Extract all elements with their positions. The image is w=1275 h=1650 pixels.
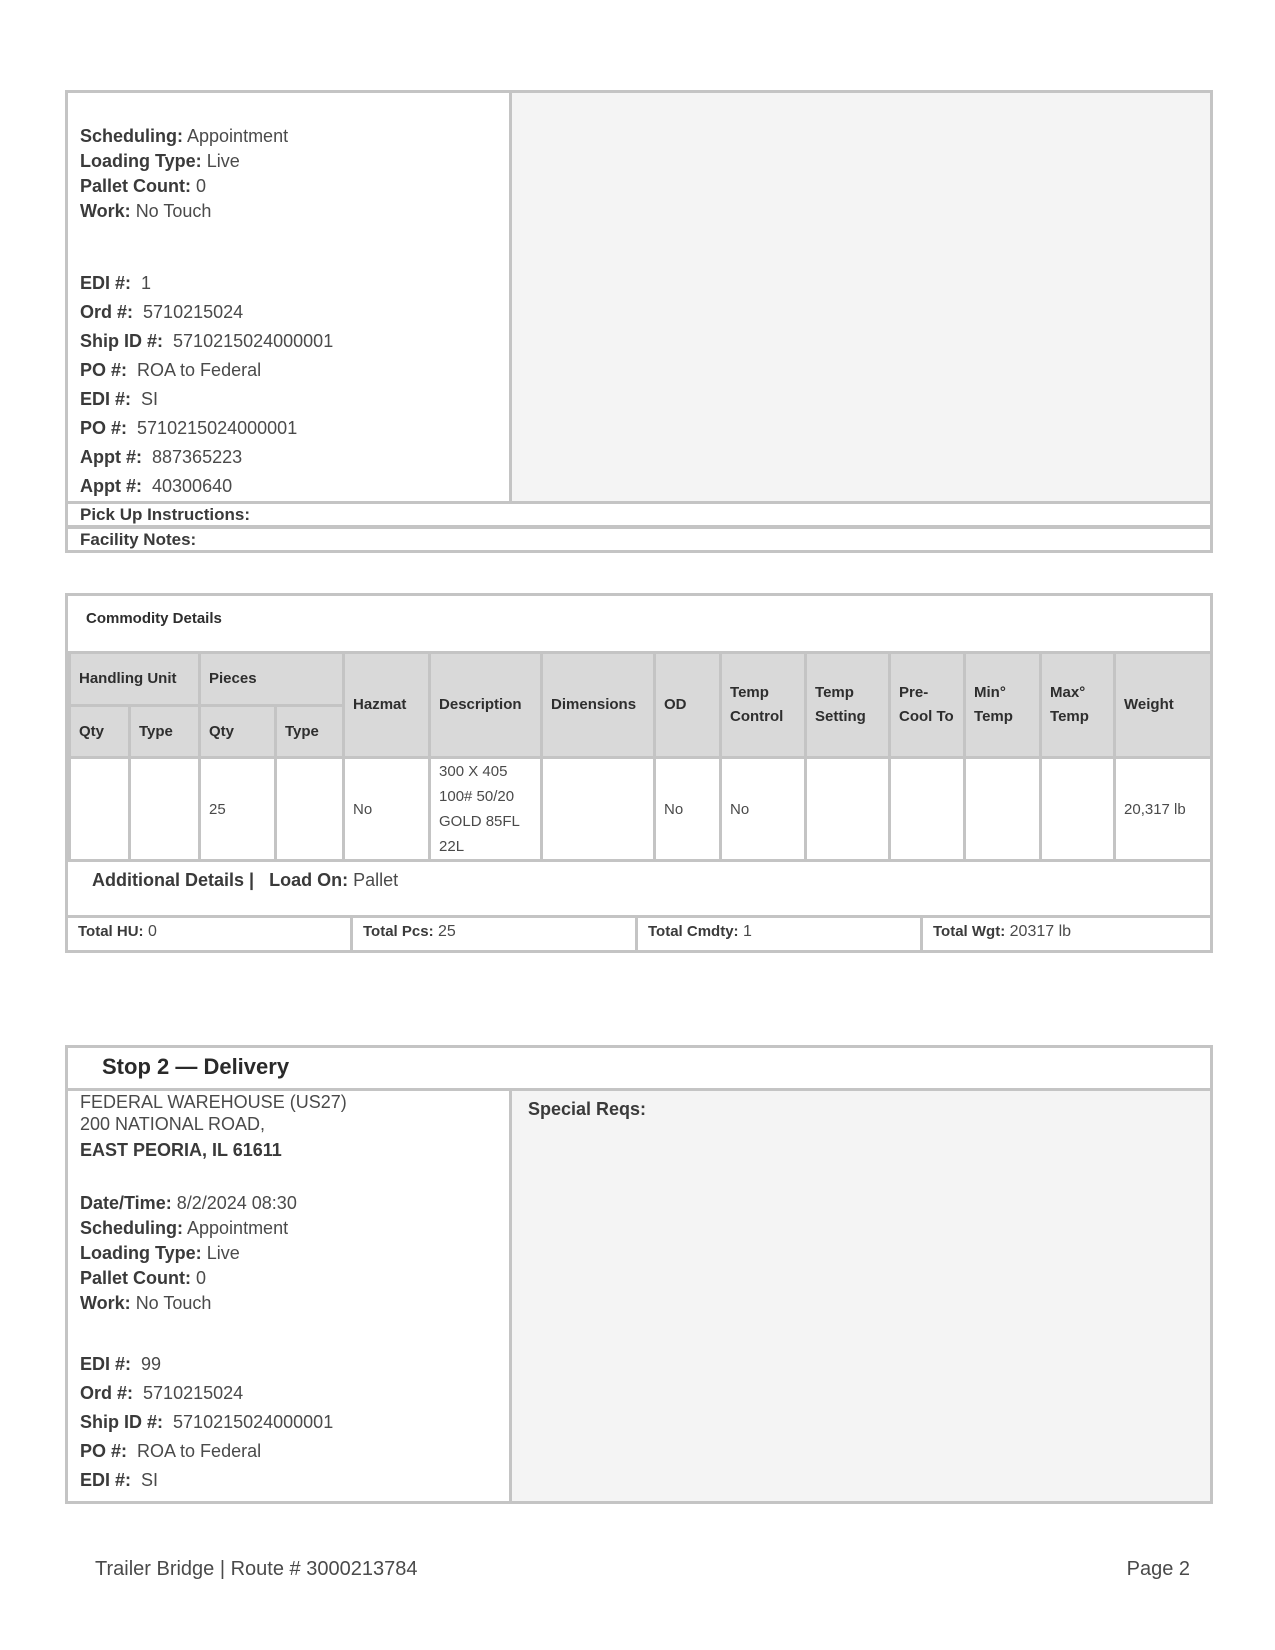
ref-row xyxy=(80,472,333,501)
stop1-left-panel xyxy=(68,93,512,501)
total-wgt-value: 20317 lb xyxy=(1009,923,1072,940)
ref-value: 40300640 xyxy=(152,476,233,496)
precool-cell xyxy=(890,758,965,861)
ref-value: 5710215024 xyxy=(143,302,244,322)
total-pcs-label: Total Pcs: xyxy=(363,923,434,940)
hu-qty-header: Qty xyxy=(70,706,130,758)
total-hu xyxy=(68,918,353,950)
temp-control-header: Temp Control xyxy=(721,653,806,758)
total-hu-label: Total HU: xyxy=(78,923,144,940)
pallet-count-label: Pallet Count: xyxy=(80,1268,191,1288)
stop1-reference-list xyxy=(80,269,333,501)
max-temp-cell xyxy=(1041,758,1115,861)
work-label: Work: xyxy=(80,201,131,221)
od-cell: No xyxy=(655,758,721,861)
pallet-count-value: 0 xyxy=(196,176,207,196)
work-value: No Touch xyxy=(135,201,212,221)
ref-row xyxy=(80,269,333,298)
ref-label: PO #: xyxy=(80,360,128,380)
ref-row xyxy=(80,298,333,327)
pallet-count-value: 0 xyxy=(196,1268,207,1288)
commodity-details-box xyxy=(65,593,1213,953)
ref-label: Ord #: xyxy=(80,302,134,322)
ref-label: Appt #: xyxy=(80,447,142,467)
ref-value: SI xyxy=(141,389,159,409)
stop1-details-box xyxy=(65,90,1213,504)
ref-row xyxy=(80,356,333,385)
scheduling-value: Appointment xyxy=(187,1218,289,1238)
pieces-header: Pieces xyxy=(200,653,344,706)
total-pcs-value: 25 xyxy=(438,923,456,940)
ref-label: EDI #: xyxy=(80,389,132,409)
ref-row xyxy=(80,1379,333,1408)
datetime-label: Date/Time: xyxy=(80,1193,172,1213)
ref-value: ROA to Federal xyxy=(137,1441,262,1461)
pcs-qty-header: Qty xyxy=(200,706,276,758)
temp-setting-cell xyxy=(806,758,890,861)
ref-value: 5710215024000001 xyxy=(173,1412,334,1432)
loading-type-label: Loading Type: xyxy=(80,151,202,171)
total-hu-value: 0 xyxy=(148,923,157,940)
temp-control-cell: No xyxy=(721,758,806,861)
special-reqs-label: Special Reqs: xyxy=(528,1099,647,1119)
pcs-type-cell xyxy=(276,758,344,861)
total-cmdty-value: 1 xyxy=(743,923,752,940)
handling-unit-header: Handling Unit xyxy=(70,653,200,706)
weight-header: Weight xyxy=(1115,653,1212,758)
ref-label: EDI #: xyxy=(80,1470,132,1490)
ref-label: Ord #: xyxy=(80,1383,134,1403)
commodity-table xyxy=(68,651,1213,862)
ref-row xyxy=(80,385,333,414)
ref-label: PO #: xyxy=(80,1441,128,1461)
additional-details-label: Additional Details | xyxy=(92,870,255,890)
ref-label: EDI #: xyxy=(80,1354,132,1374)
max-temp-header: Max° Temp xyxy=(1041,653,1115,758)
stop2-left-panel xyxy=(68,1091,512,1501)
facility-notes-row xyxy=(65,526,1213,553)
total-pcs xyxy=(353,918,638,950)
pickup-instructions-label: Pick Up Instructions: xyxy=(80,505,251,524)
load-on-value: Pallet xyxy=(353,870,399,890)
work-value: No Touch xyxy=(135,1293,212,1313)
weight-cell: 20,317 lb xyxy=(1115,758,1212,861)
commodity-title: Commodity Details xyxy=(86,610,222,627)
stop2-header: Stop 2 — Delivery xyxy=(68,1048,1210,1091)
facility-notes-label: Facility Notes: xyxy=(80,530,197,549)
ref-row xyxy=(80,1466,333,1495)
min-temp-header: Min° Temp xyxy=(965,653,1041,758)
total-wgt-label: Total Wgt: xyxy=(933,923,1006,940)
facility-city: EAST PEORIA, IL 61611 xyxy=(80,1140,282,1160)
additional-details xyxy=(92,868,398,892)
ref-row xyxy=(80,1408,333,1437)
od-header: OD xyxy=(655,653,721,758)
ref-value: ROA to Federal xyxy=(137,360,262,380)
hazmat-header: Hazmat xyxy=(344,653,430,758)
min-temp-cell xyxy=(965,758,1041,861)
facility-name: FEDERAL WAREHOUSE (US27) xyxy=(80,1092,347,1112)
ref-label: EDI #: xyxy=(80,273,132,293)
ref-value: 5710215024000001 xyxy=(173,331,334,351)
scheduling-label: Scheduling: xyxy=(80,126,183,146)
pallet-count-label: Pallet Count: xyxy=(80,176,191,196)
stop2-right-panel xyxy=(512,1091,1210,1501)
commodity-row xyxy=(70,758,1212,861)
pickup-instructions-row xyxy=(65,501,1213,528)
datetime-value: 8/2/2024 08:30 xyxy=(176,1193,297,1213)
total-cmdty xyxy=(638,918,923,950)
ref-value: 99 xyxy=(141,1354,162,1374)
facility-street: 200 NATIONAL ROAD, xyxy=(80,1114,266,1134)
ref-row xyxy=(80,1437,333,1466)
pcs-type-header: Type xyxy=(276,706,344,758)
pcs-qty-cell: 25 xyxy=(200,758,276,861)
dimensions-header: Dimensions xyxy=(542,653,655,758)
ref-label: Ship ID #: xyxy=(80,1412,164,1432)
precool-header: Pre- Cool To xyxy=(890,653,965,758)
load-on-label: Load On: xyxy=(269,870,349,890)
work-label: Work: xyxy=(80,1293,131,1313)
ref-row xyxy=(80,414,333,443)
dimensions-cell xyxy=(542,758,655,861)
ref-label: PO #: xyxy=(80,418,128,438)
loading-type-value: Live xyxy=(206,151,240,171)
stop2-box xyxy=(65,1045,1213,1504)
ref-value: SI xyxy=(141,1470,159,1490)
temp-setting-header: Temp Setting xyxy=(806,653,890,758)
ref-label: Appt #: xyxy=(80,476,142,496)
ref-value: 5710215024 xyxy=(143,1383,244,1403)
loading-type-value: Live xyxy=(206,1243,240,1263)
ref-value: 887365223 xyxy=(152,447,243,467)
ref-label: Ship ID #: xyxy=(80,331,164,351)
description-cell: 300 X 405 100# 50/20 GOLD 85FL 22L xyxy=(430,758,542,861)
hu-qty-cell xyxy=(70,758,130,861)
footer-page-number: Page 2 xyxy=(1126,1558,1190,1580)
total-cmdty-label: Total Cmdty: xyxy=(648,923,739,940)
total-wgt xyxy=(923,918,1210,950)
scheduling-value: Appointment xyxy=(187,126,289,146)
stop2-reference-list xyxy=(80,1350,333,1495)
stop1-right-panel xyxy=(512,93,1210,501)
ref-row xyxy=(80,1350,333,1379)
hazmat-cell: No xyxy=(344,758,430,861)
ref-row xyxy=(80,327,333,356)
ref-row xyxy=(80,443,333,472)
scheduling-label: Scheduling: xyxy=(80,1218,183,1238)
ref-value: 5710215024000001 xyxy=(137,418,298,438)
loading-type-label: Loading Type: xyxy=(80,1243,202,1263)
footer-route: Trailer Bridge | Route # 3000213784 xyxy=(95,1558,418,1580)
ref-value: 1 xyxy=(141,273,152,293)
hu-type-cell xyxy=(130,758,200,861)
hu-type-header: Type xyxy=(130,706,200,758)
description-header: Description xyxy=(430,653,542,758)
